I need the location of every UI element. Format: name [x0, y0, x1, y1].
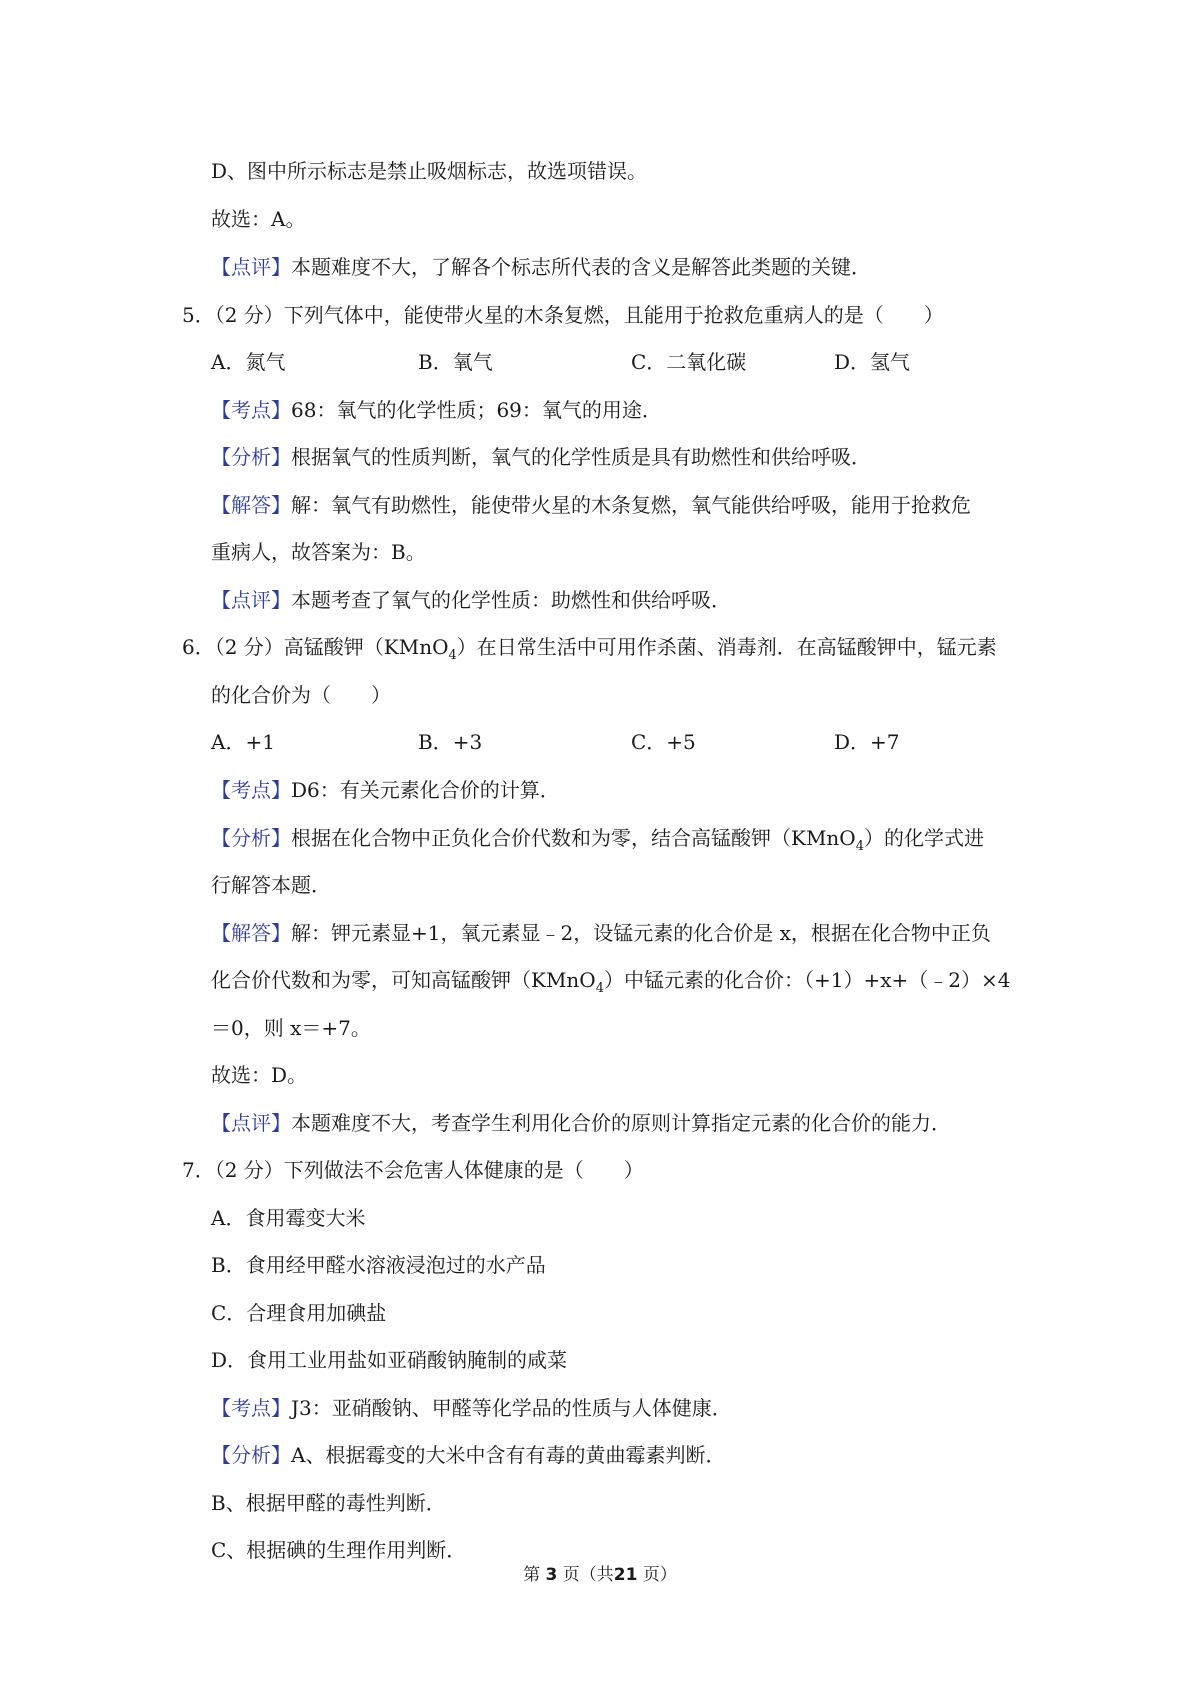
q5-option-c: C．二氧化碳 [631, 350, 747, 374]
kaodian-tag: 【考点】 [211, 778, 291, 802]
jieda-text-b: ）中锰元素的化合价：（+1）+x+（﹣2）×4 [603, 968, 1011, 992]
q6-option-b: B．+3 [418, 730, 483, 754]
dianping-tag: 【点评】 [211, 1111, 291, 1135]
q6-answer: 故选：D。 [211, 1063, 308, 1087]
q6-stem-part-a: 6．（2 分）高锰酸钾（KMnO [182, 635, 449, 659]
q4-comment [211, 253, 871, 281]
q6-jieda-line-3: ＝0，则 x＝+7。 [211, 1016, 371, 1040]
dianping-tag: 【点评】 [211, 588, 291, 612]
q5-stem: 5．（2 分）下列气体中，能使带火星的木条复燃，且能用于抢救危重病人的是（ ） [182, 303, 944, 327]
fenxi-tag: 【分析】 [211, 1443, 291, 1467]
q6-jieda-line-1 [211, 919, 991, 947]
q7-fenxi-line-2: B、根据甲醛的毒性判断． [211, 1491, 446, 1515]
q6-option-a: A．+1 [211, 730, 275, 754]
footer-prefix: 第 [523, 1565, 541, 1585]
q6-fenxi-line-1 [211, 824, 984, 852]
q5-jieda-line-1 [211, 491, 971, 519]
q6-kaodian [211, 776, 560, 804]
footer-suffix: 页） [642, 1565, 677, 1585]
kaodian-tag: 【考点】 [211, 1396, 291, 1420]
jieda-text-a: 化合价代数和为零，可知高锰酸钾（KMnO [211, 968, 596, 992]
q6-stem-line-2: 的化合价为（ ） [211, 683, 391, 707]
q6-option-c: C．+5 [631, 730, 696, 754]
subscript-4: 4 [448, 648, 457, 663]
fenxi-tag: 【分析】 [211, 445, 291, 469]
q7-option-c: C．合理食用加碘盐 [211, 1301, 387, 1325]
q5-kaodian [211, 396, 662, 424]
page-footer [0, 1563, 1200, 1587]
q6-fenxi-line-2: 行解答本题． [211, 873, 331, 897]
kaodian-text: J3：亚硝酸钠、甲醛等化学品的性质与人体健康． [291, 1396, 732, 1420]
q5-option-a: A．氮气 [211, 350, 286, 374]
q5-option-b: B．氧气 [418, 350, 493, 374]
comment-tag: 【点评】 [211, 255, 291, 279]
jieda-tag: 【解答】 [211, 921, 291, 945]
subscript-4: 4 [855, 839, 864, 854]
q7-option-b: B．食用经甲醛水溶液浸泡过的水产品 [211, 1253, 546, 1277]
page-number: 3 [545, 1565, 558, 1585]
q7-stem: 7．（2 分）下列做法不会危害人体健康的是（ ） [182, 1158, 644, 1182]
kaodian-tag: 【考点】 [211, 398, 291, 422]
q6-jieda-line-2 [211, 966, 1010, 994]
q5-jieda-line-2: 重病人，故答案为：B。 [211, 540, 426, 564]
q5-option-d: D．氢气 [834, 350, 911, 374]
q6-stem-line-1 [182, 633, 997, 661]
fenxi-tag: 【分析】 [211, 826, 291, 850]
q7-kaodian [211, 1394, 732, 1422]
q5-fenxi [211, 443, 871, 471]
fenxi-text-b: ）的化学式进 [863, 826, 984, 850]
q7-option-d: D．食用工业用盐如亚硝酸钠腌制的咸菜 [211, 1348, 568, 1372]
fenxi-text-a: 根据在化合物中正负化合价代数和为零，结合高锰酸钾（KMnO [291, 826, 856, 850]
footer-middle: 页（共 [562, 1565, 614, 1585]
dianping-text: 本题考查了氧气的化学性质：助燃性和供给呼吸． [291, 588, 731, 612]
q7-fenxi-line-1 [211, 1441, 725, 1469]
q6-dianping [211, 1109, 951, 1137]
jieda-text: 解：钾元素显+1，氧元素显﹣2，设锰元素的化合价是 x，根据在化合物中正负 [291, 921, 991, 945]
q6-stem-part-b: ）在日常生活中可用作杀菌、消毒剂．在高锰酸钾中，锰元素 [456, 635, 997, 659]
kaodian-text: D6：有关元素化合价的计算． [291, 778, 560, 802]
kaodian-text: 68：氧气的化学性质；69：氧气的用途． [291, 398, 662, 422]
q7-fenxi-line-3: C、根据碘的生理作用判断． [211, 1538, 467, 1562]
jieda-tag: 【解答】 [211, 493, 291, 517]
q7-option-a: A．食用霉变大米 [211, 1206, 366, 1230]
fenxi-text: 根据氧气的性质判断，氧气的化学性质是具有助燃性和供给呼吸． [291, 445, 871, 469]
q4-answer: 故选：A。 [211, 207, 306, 231]
q6-option-d: D．+7 [834, 730, 900, 754]
q4-option-d-explanation: D、图中所示标志是禁止吸烟标志，故选项错误。 [211, 159, 648, 183]
subscript-4: 4 [595, 981, 604, 996]
fenxi-text: A、根据霉变的大米中含有有毒的黄曲霉素判断． [291, 1443, 726, 1467]
q5-dianping [211, 586, 731, 614]
comment-text: 本题难度不大，了解各个标志所代表的含义是解答此类题的关键． [291, 255, 871, 279]
total-pages: 21 [613, 1565, 638, 1585]
dianping-text: 本题难度不大，考查学生利用化合价的原则计算指定元素的化合价的能力． [291, 1111, 951, 1135]
jieda-text: 解：氧气有助燃性，能使带火星的木条复燃，氧气能供给呼吸，能用于抢救危 [291, 493, 971, 517]
